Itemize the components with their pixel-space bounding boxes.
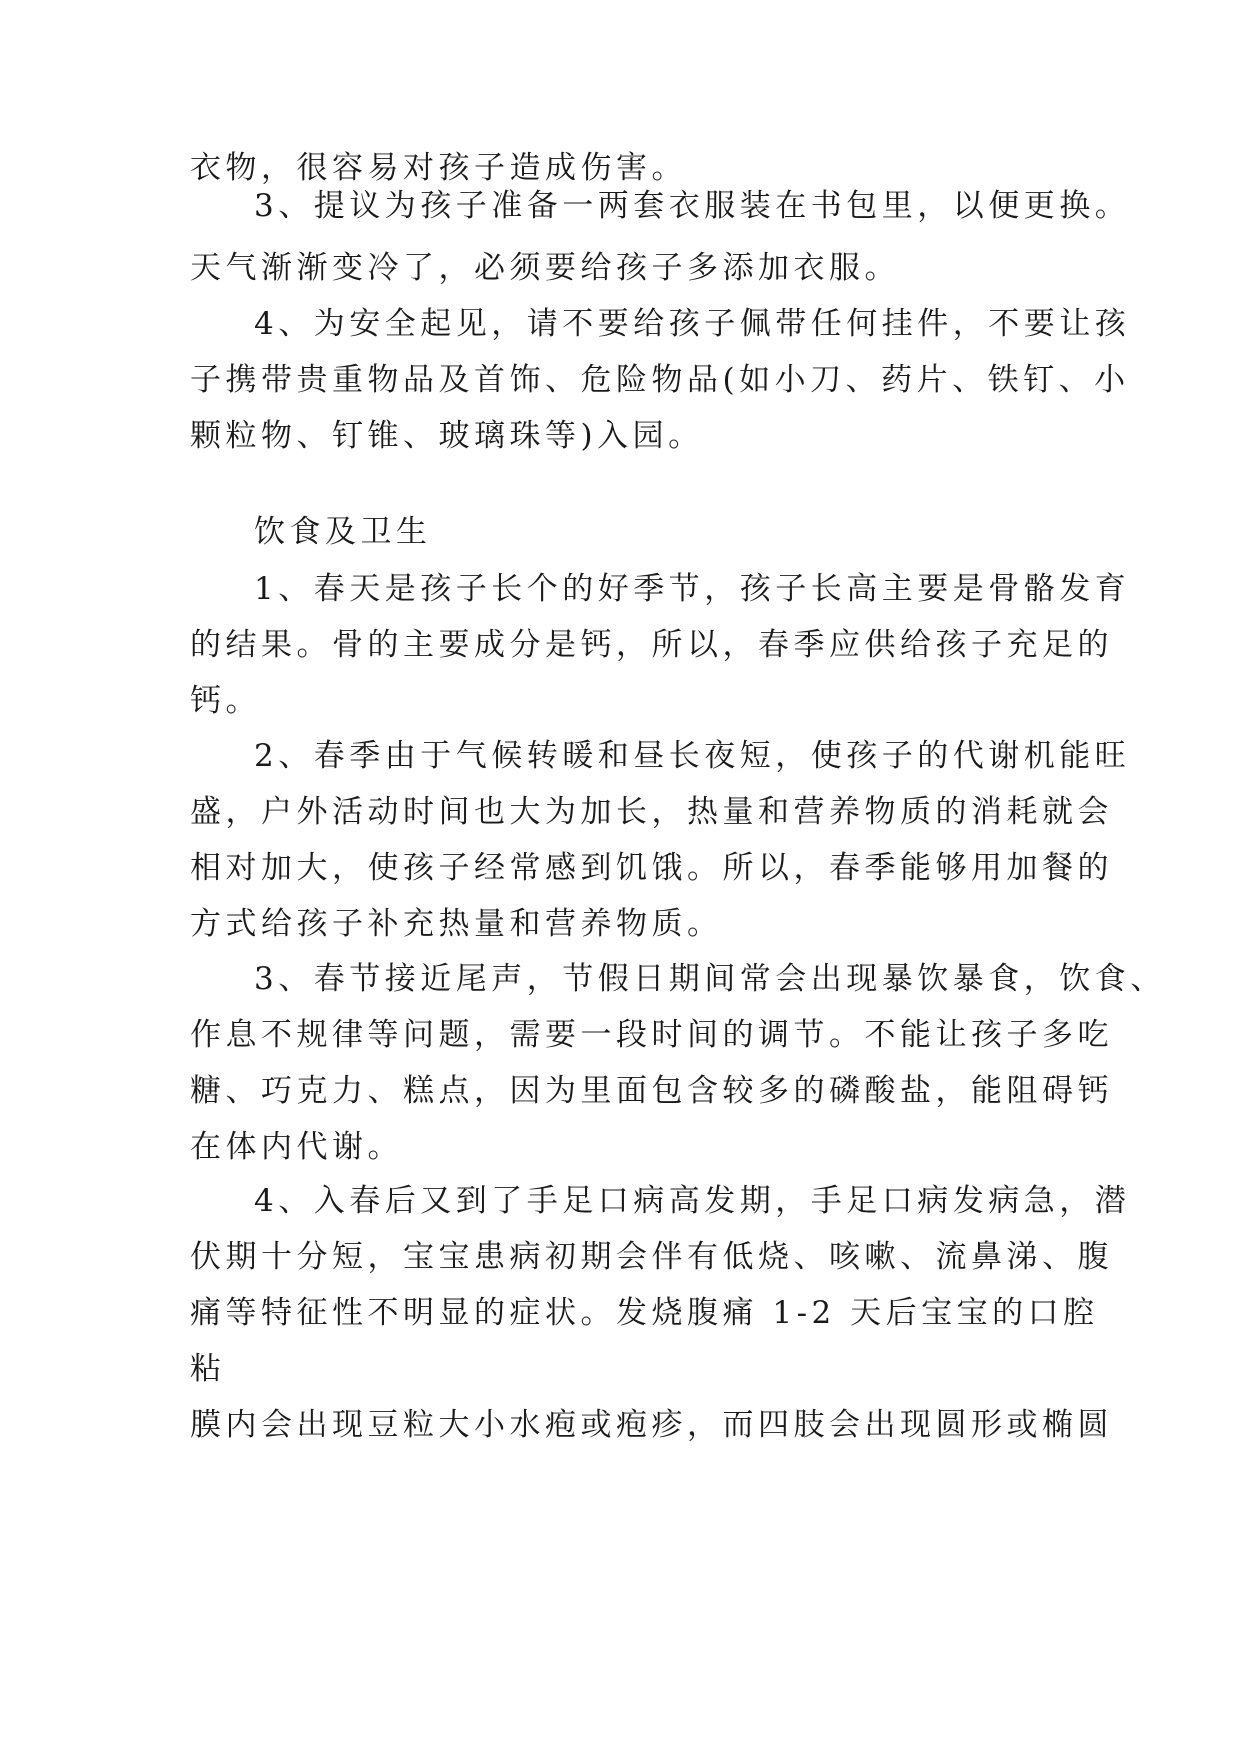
- text-line: 4、为安全起见，请不要给孩子佩带任何挂件，不要让孩: [254, 306, 1131, 342]
- text-line: 天气渐渐变冷了，必须要给孩子多添加衣服。: [190, 250, 900, 286]
- body-text: [190, 178, 1131, 234]
- body-text: [190, 296, 1131, 464]
- body-text: [190, 240, 1050, 296]
- text-line: 3、提议为孩子准备一两套衣服装在书包里，以便更换。: [254, 188, 1131, 224]
- text-line: 在体内代谢。: [190, 1129, 403, 1165]
- text-line: 子携带贵重物品及首饰、危险物品(如小刀、药片、铁钉、小: [190, 362, 1130, 398]
- section-title: 饮食及卫生: [254, 514, 432, 550]
- text-line: 3、春节接近尾声，节假日期间常会出现暴饮暴食，饮食、: [254, 961, 1166, 997]
- body-text: [190, 561, 1131, 729]
- body-text: [190, 728, 1131, 952]
- text-line: 的结果。骨的主要成分是钙，所以，春季应供给孩子充足的: [190, 627, 1113, 663]
- body-text: [190, 1173, 1131, 1453]
- text-line: 颗粒物、钉锥、玻璃珠等)入园。: [190, 418, 704, 454]
- text-line: 粘: [190, 1351, 226, 1387]
- text-line: 糖、巧克力、糕点，因为里面包含较多的磷酸盐，能阻碍钙: [190, 1073, 1113, 1109]
- text-line: 伏期十分短，宝宝患病初期会伴有低烧、咳嗽、流鼻涕、腹: [190, 1239, 1113, 1275]
- text-line: 1、春天是孩子长个的好季节，孩子长高主要是骨骼发育: [254, 571, 1131, 607]
- text-line: 衣物，很容易对孩子造成伤害。: [190, 150, 687, 186]
- body-text: [190, 951, 1166, 1175]
- text-line: 相对加大，使孩子经常感到饥饿。所以，春季能够用加餐的: [190, 850, 1113, 886]
- text-line: 痛等特征性不明显的症状。发烧腹痛 1-2 天后宝宝的口腔: [190, 1295, 1099, 1331]
- text-line: 盛，户外活动时间也大为加长，热量和营养物质的消耗就会: [190, 794, 1113, 830]
- text-line: 方式给孩子补充热量和营养物质。: [190, 906, 723, 942]
- text-line: 2、春季由于气候转暖和昼长夜短，使孩子的代谢机能旺: [254, 738, 1131, 774]
- text-line: 4、入春后又到了手足口病高发期，手足口病发病急，潜: [254, 1183, 1131, 1219]
- text-line: 作息不规律等问题，需要一段时间的调节。不能让孩子多吃: [190, 1017, 1113, 1053]
- text-line: 膜内会出现豆粒大小水疱或疱疹，而四肢会出现圆形或椭圆: [190, 1407, 1113, 1443]
- section-heading: [190, 504, 1050, 560]
- text-line: 钙。: [190, 683, 261, 719]
